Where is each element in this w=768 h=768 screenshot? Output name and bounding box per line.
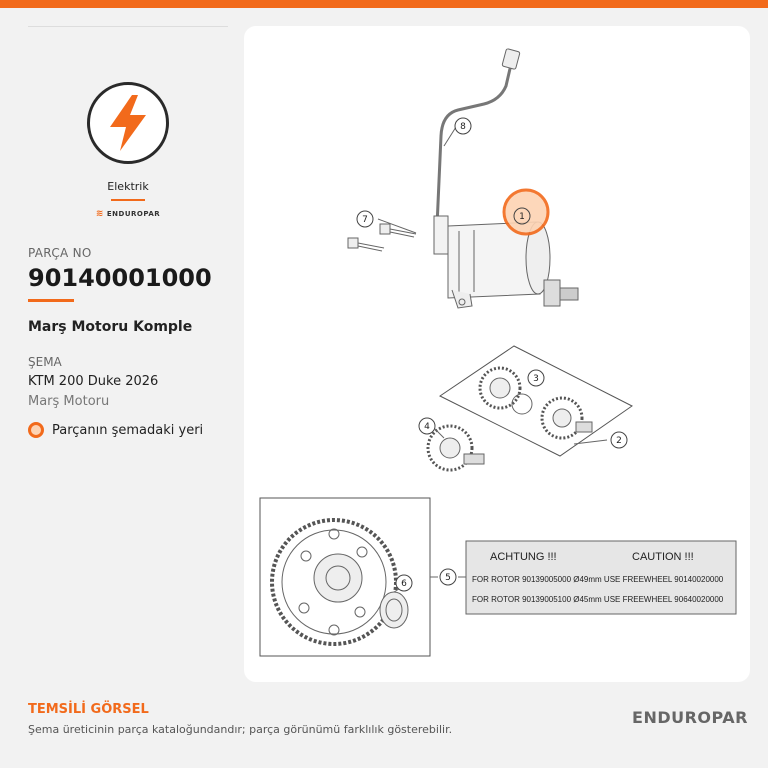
callout-5 — [440, 569, 456, 585]
schema-label: ŞEMA — [28, 355, 62, 369]
warning-line-1: FOR ROTOR 90139005000 Ø49mm USE FREEWHEEL 90140020000 — [472, 575, 724, 584]
brand-small — [28, 209, 228, 219]
svg-text:1: 1 — [519, 212, 525, 222]
parts-diagram — [244, 26, 750, 682]
svg-text:8: 8 — [460, 122, 466, 132]
callout-8 — [455, 118, 471, 134]
location-legend — [28, 422, 203, 438]
svg-text:6: 6 — [401, 579, 407, 589]
category-underline — [111, 199, 145, 201]
brand-small-text: ENDUROPAR — [106, 210, 161, 218]
svg-text:3: 3 — [533, 374, 539, 384]
part-number-underline — [28, 299, 74, 302]
warning-header-left: ACHTUNG !!! — [490, 551, 557, 563]
brand-mark-icon: ≋ — [95, 209, 104, 219]
lightning-icon — [102, 93, 154, 153]
category-icon-circle — [87, 82, 169, 164]
bearing-drawing — [380, 592, 408, 628]
part-location-highlight — [504, 190, 548, 234]
part-number: 90140001000 — [28, 264, 212, 292]
svg-text:5: 5 — [445, 573, 451, 583]
divider — [28, 26, 228, 27]
svg-text:7: 7 — [362, 215, 368, 225]
cable-connector-drawing — [502, 48, 520, 69]
top-accent-bar — [0, 0, 768, 8]
washer-drawing — [512, 394, 532, 414]
warning-box — [466, 541, 736, 614]
part-name: Marş Motoru Komple — [28, 319, 193, 335]
cable-drawing — [437, 60, 512, 226]
schema-model: KTM 200 Duke 2026 — [28, 374, 159, 389]
footer-brand: ENDUROPAR — [632, 708, 748, 727]
callout-2 — [611, 432, 627, 448]
location-legend-text: Parçanın şemadaki yeri — [52, 422, 204, 438]
part-number-label: PARÇA NO — [28, 246, 92, 260]
footer-description: Şema üreticinin parça kataloğundandır; parça görünümü farklılık gösterebilir. — [28, 723, 453, 736]
starter-motor-drawing — [434, 216, 578, 308]
svg-text:2: 2 — [616, 436, 622, 446]
callout-3 — [528, 370, 544, 386]
diagram-card — [244, 26, 750, 682]
location-dot-icon — [28, 422, 44, 438]
warning-line-2: FOR ROTOR 90139005100 Ø45mm USE FREEWHEEL 90640020000 — [472, 595, 724, 604]
callout-7 — [357, 211, 373, 227]
callout-4 — [419, 418, 435, 434]
category-label: Elektrik — [107, 180, 149, 193]
schema-subcategory: Marş Motoru — [28, 394, 110, 409]
warning-header-right: CAUTION !!! — [632, 551, 694, 563]
callout-6 — [396, 575, 412, 591]
bolt-drawing — [348, 224, 416, 251]
category-block — [28, 82, 228, 219]
svg-text:4: 4 — [424, 422, 430, 432]
footer-title: TEMSİLİ GÖRSEL — [28, 702, 149, 717]
